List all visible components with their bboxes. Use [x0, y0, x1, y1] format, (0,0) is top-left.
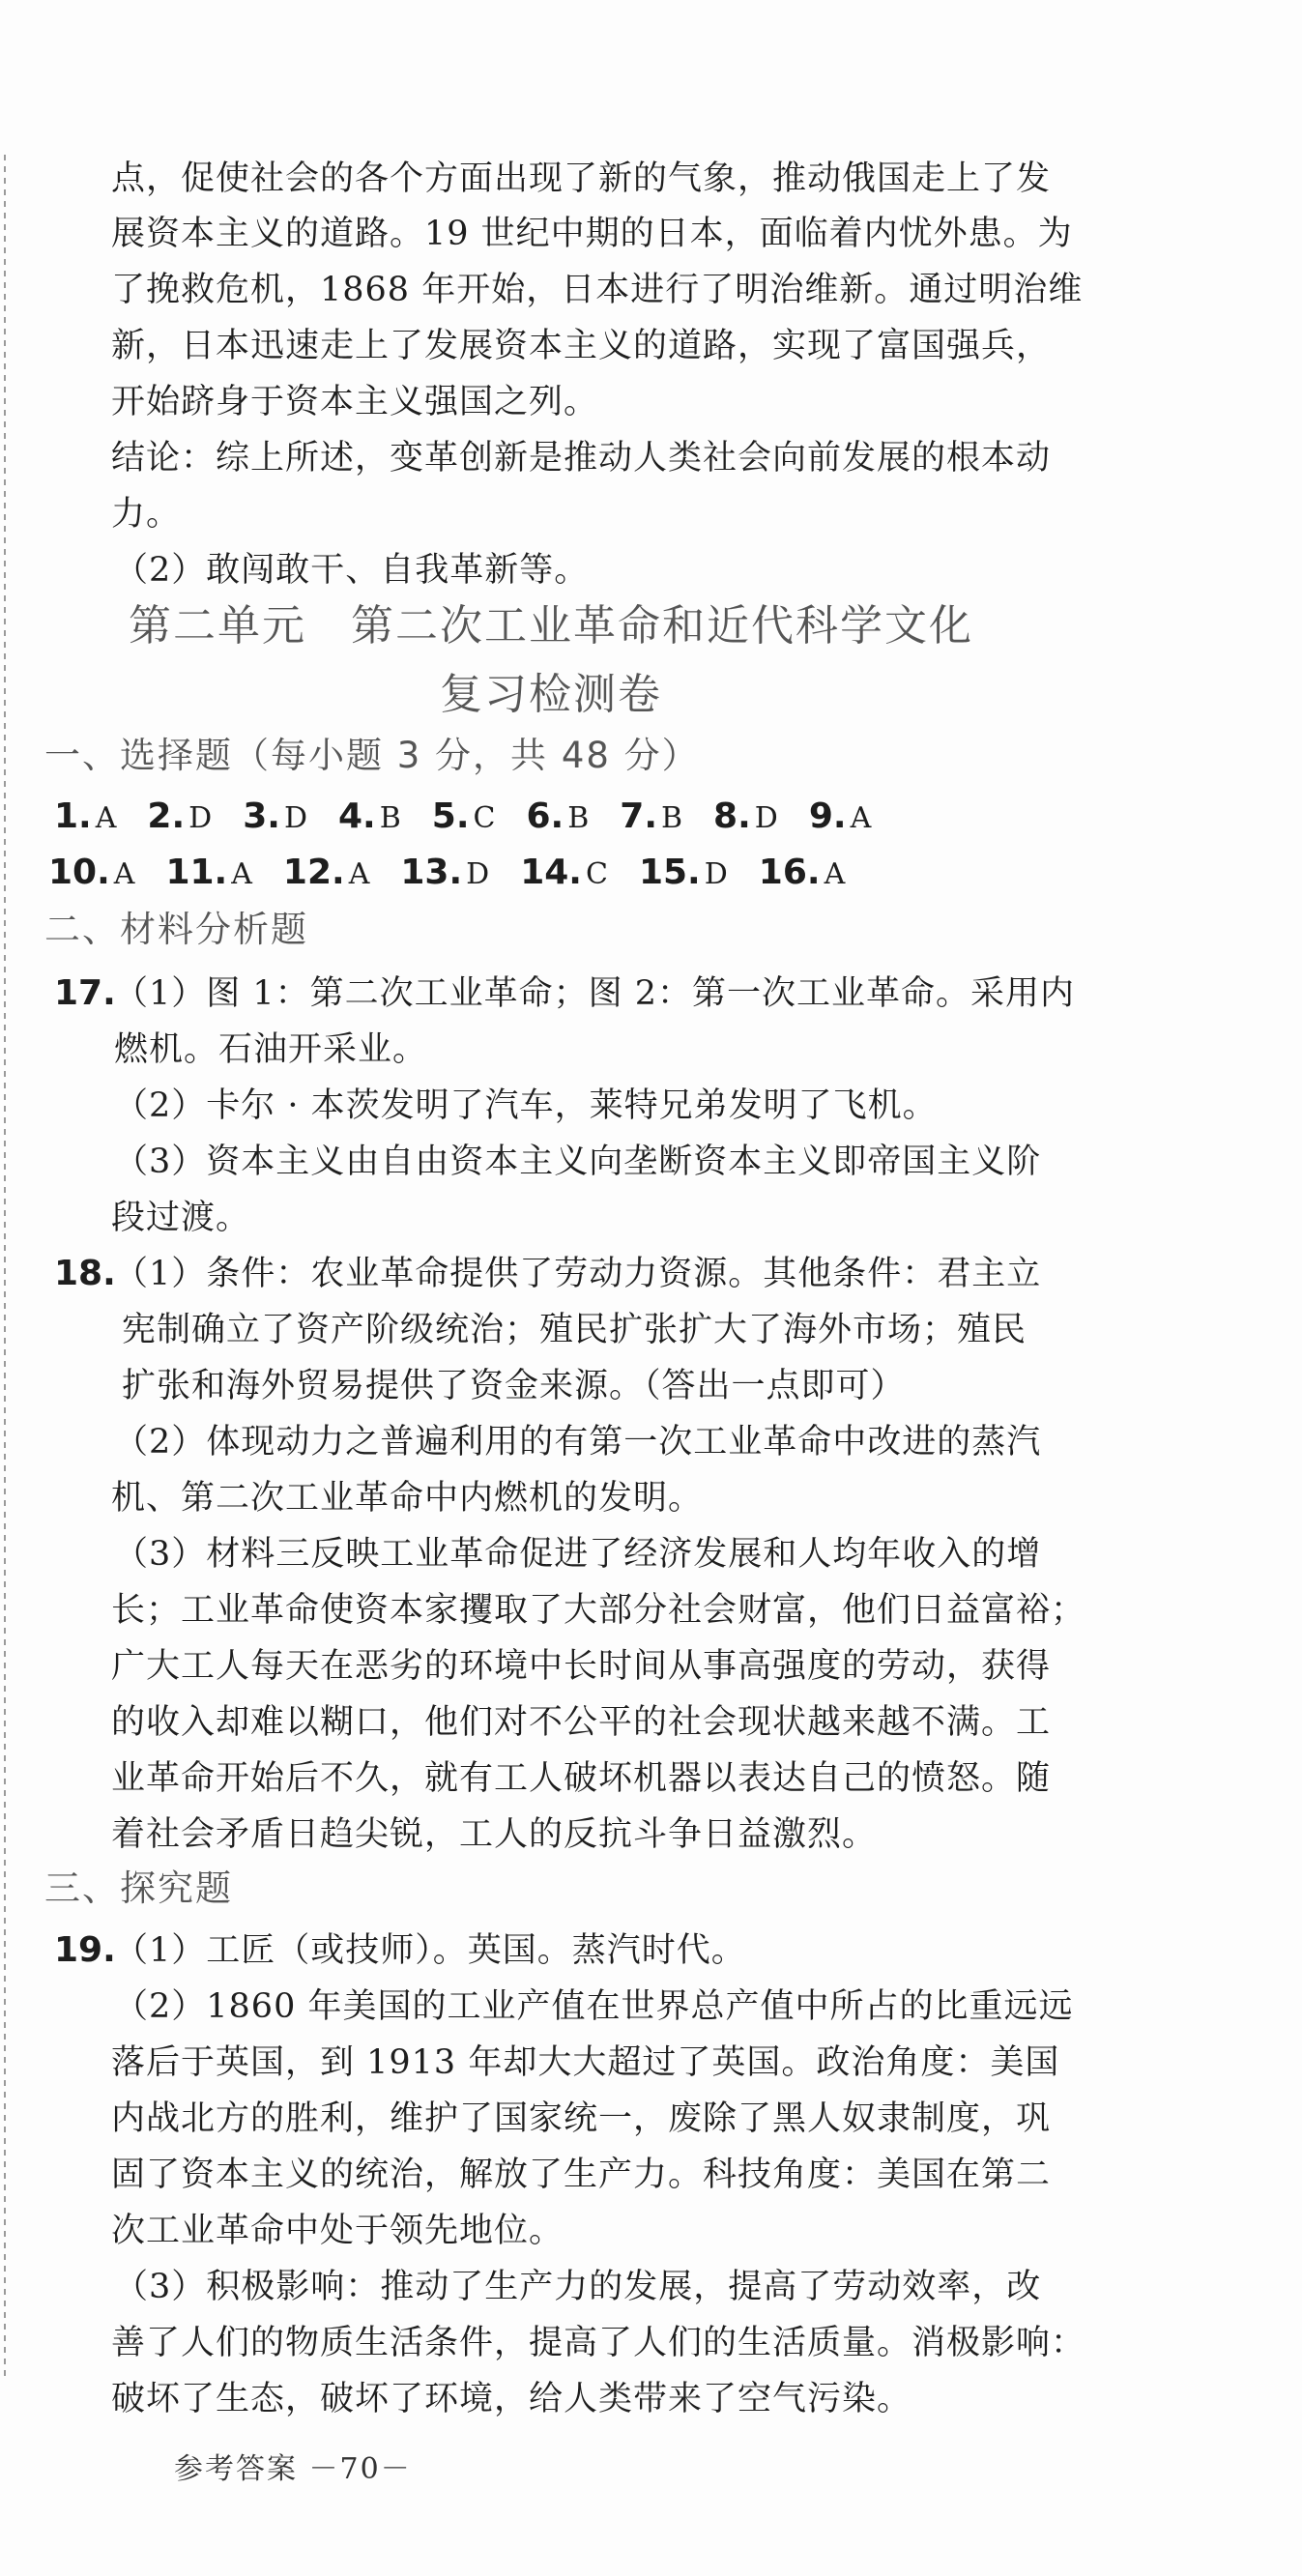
section-heading-choice: 一、选择题（每小题 3 分，共 48 分） — [44, 735, 700, 776]
q19-line: （2）1860 年美国的工业产值在世界总产值中所占的比重远远 — [114, 1987, 1074, 2026]
answer-item: 13. D — [400, 853, 490, 892]
q19-line: 内战北方的胜利，维护了国家统一，废除了黑人奴隶制度，巩 — [111, 2099, 1052, 2138]
q18-line: 业革命开始后不久，就有工人破坏机器以表达自己的愤怒。随 — [111, 1759, 1052, 1798]
intro-line: 展资本主义的道路。19 世纪中期的日本，面临着内忧外患。为 — [111, 215, 1073, 253]
answer-item: 4. B — [338, 796, 401, 836]
q17-line: （2）卡尔 · 本茨发明了汽车，莱特兄弟发明了飞机。 — [114, 1086, 938, 1125]
answer-item: 3. D — [243, 796, 307, 836]
page-footer: 参考答案 －70－ — [174, 2452, 412, 2486]
question-number-19: 19. — [54, 1930, 116, 1970]
q18-line: 着社会矛盾日趋尖锐，工人的反抗斗争日益激烈。 — [111, 1815, 878, 1854]
answer-item: 14. C — [520, 853, 608, 892]
q18-line: 广大工人每天在恶劣的环境中长时间从事高强度的劳动，获得 — [111, 1647, 1052, 1686]
q18-line: （1）条件：农业革命提供了劳动力资源。其他条件：君主立 — [114, 1255, 1042, 1293]
q18-line: 的收入却难以糊口，他们对不公平的社会现状越来越不满。工 — [111, 1703, 1052, 1742]
unit-title: 第二单元 第二次工业革命和近代科学文化 — [129, 601, 973, 651]
q19-line: （1）工匠（或技师）。英国。蒸汽时代。 — [114, 1931, 746, 1970]
q18-line: 机、第二次工业革命中内燃机的发明。 — [111, 1479, 704, 1518]
answer-item: 5. C — [431, 796, 496, 836]
answer-item: 6. B — [526, 796, 590, 836]
q19-line: （3）积极影响：推动了生产力的发展，提高了劳动效率，改 — [114, 2268, 1042, 2306]
intro-line: 点，促使社会的各个方面出现了新的气象，推动俄国走上了发 — [111, 159, 1052, 198]
q17-line: 燃机。石油开采业。 — [114, 1030, 428, 1069]
q18-line: （3）材料三反映工业革命促进了经济发展和人均年收入的增 — [114, 1535, 1042, 1574]
answer-item: 15. D — [638, 853, 728, 892]
intro-line: 新，日本迅速走上了发展资本主义的道路，实现了富国强兵， — [111, 327, 1052, 365]
q18-line: 长；工业革命使资本家攫取了大部分社会财富，他们日益富裕； — [111, 1591, 1086, 1630]
q18-line: 扩张和海外贸易提供了资金来源。（答出一点即可） — [122, 1367, 906, 1405]
q19-line: 固了资本主义的统治，解放了生产力。科技角度：美国在第二 — [111, 2156, 1052, 2194]
question-number-18: 18. — [54, 1254, 116, 1293]
answer-item: 12. A — [282, 853, 370, 892]
q17-line: （3）资本主义由自由资本主义向垄断资本主义即帝国主义阶 — [114, 1143, 1042, 1181]
answer-row-1 — [54, 797, 902, 838]
intro-part2: （2）敢闯敢干、自我革新等。 — [114, 551, 590, 590]
conclusion-line: 力。 — [111, 495, 182, 534]
section-heading-inquiry: 三、探究题 — [44, 1867, 233, 1909]
answer-item: 8. D — [713, 796, 778, 836]
q19-line: 破坏了生态，破坏了环境，给人类带来了空气污染。 — [111, 2380, 912, 2418]
answer-item: 2. D — [147, 796, 213, 836]
q19-line: 落后于英国，到 1913 年却大大超过了英国。政治角度：美国 — [111, 2043, 1060, 2082]
q19-line: 善了人们的物质生活条件，提高了人们的生活质量。消极影响： — [111, 2324, 1086, 2362]
conclusion-line: 结论：综上所述，变革创新是推动人类社会向前发展的根本动 — [111, 439, 1052, 478]
q17-line: 段过渡。 — [111, 1199, 251, 1237]
answer-row-2 — [48, 854, 876, 894]
binding-margin-line — [4, 155, 6, 2378]
answer-item: 10. A — [48, 853, 135, 892]
answer-item: 9. A — [808, 796, 872, 836]
intro-line: 了挽救危机，1868 年开始，日本进行了明治维新。通过明治维 — [111, 271, 1084, 309]
answer-item: 11. A — [165, 853, 252, 892]
q19-line: 次工业革命中处于领先地位。 — [111, 2212, 564, 2250]
q18-line: 宪制确立了资产阶级统治；殖民扩张扩大了海外市场；殖民 — [122, 1311, 1027, 1349]
answer-item: 16. A — [758, 853, 846, 892]
answer-item: 1. A — [54, 796, 117, 836]
answer-item: 7. B — [620, 796, 683, 836]
q18-line: （2）体现动力之普遍利用的有第一次工业革命中改进的蒸汽 — [114, 1423, 1042, 1462]
section-heading-material: 二、材料分析题 — [44, 909, 308, 950]
question-number-17: 17. — [54, 973, 116, 1013]
intro-line: 开始跻身于资本主义强国之列。 — [111, 383, 599, 421]
q17-line: （1）图 1：第二次工业革命；图 2：第一次工业革命。采用内 — [114, 974, 1076, 1013]
unit-subtitle: 复习检测卷 — [440, 670, 662, 719]
